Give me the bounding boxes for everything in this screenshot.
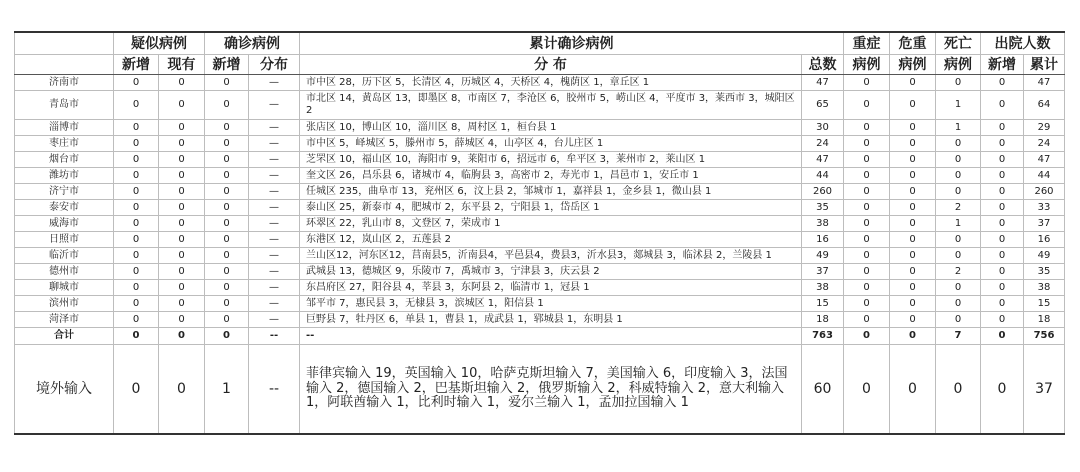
- severe-cell: 0: [844, 232, 890, 248]
- suspected-current-cell: 0: [159, 75, 205, 91]
- table-row: [15, 168, 1065, 184]
- total-cell: 44: [802, 168, 844, 184]
- discharged-cumulative-cell: 24: [1024, 136, 1065, 152]
- suspected-new-cell: 0: [114, 184, 159, 200]
- suspected-new-cell: 0: [114, 136, 159, 152]
- discharged-new-cell: 0: [981, 264, 1024, 280]
- critical-cell: 0: [890, 136, 936, 152]
- discharged-cumulative-cell: 47: [1024, 152, 1065, 168]
- death-cell: 0: [936, 296, 981, 312]
- confirmed-new-cell: 0: [205, 184, 249, 200]
- distribution-cell: --: [300, 328, 802, 345]
- severe-cell: 0: [844, 91, 890, 120]
- city-cell: 枣庄市: [15, 136, 114, 152]
- confirmed-new-cell: 0: [205, 75, 249, 91]
- table-row: [15, 296, 1065, 312]
- table-row: [15, 280, 1065, 296]
- table-row: [15, 152, 1065, 168]
- distribution-cell: 张店区 10，博山区 10，淄川区 8，周村区 1，桓台县 1: [300, 120, 802, 136]
- severe-cell: 0: [844, 136, 890, 152]
- discharged-new-cell: 0: [981, 91, 1024, 120]
- death-cell: 2: [936, 264, 981, 280]
- suspected-current-cell: 0: [159, 312, 205, 328]
- confirmed-new-cell: 0: [205, 136, 249, 152]
- discharged-cumulative-cell: 64: [1024, 91, 1065, 120]
- suspected-new-cell: 0: [114, 296, 159, 312]
- confirmed-distribution-cell: —: [249, 296, 300, 312]
- header-corner: [15, 32, 114, 55]
- critical-cell: 0: [890, 328, 936, 345]
- suspected-new-cell: 0: [114, 152, 159, 168]
- table-row: [15, 136, 1065, 152]
- critical-cell: 0: [890, 345, 936, 435]
- city-cell: 合计: [15, 328, 114, 345]
- header-suspected: 疑似病例: [114, 32, 205, 55]
- discharged-new-cell: 0: [981, 152, 1024, 168]
- confirmed-new-cell: 0: [205, 232, 249, 248]
- city-cell: 临沂市: [15, 248, 114, 264]
- total-cell: 47: [802, 152, 844, 168]
- distribution-cell: 芝罘区 10，福山区 10，海阳市 9，莱阳市 6，招远市 6，牟平区 3，莱州市 2，莱山区 1: [300, 152, 802, 168]
- header-confirmed: 确诊病例: [205, 32, 300, 55]
- city-cell: 潍坊市: [15, 168, 114, 184]
- header-severe-sub: 病例: [844, 55, 890, 75]
- critical-cell: 0: [890, 184, 936, 200]
- city-cell: 济南市: [15, 75, 114, 91]
- header-critical-sub: 病例: [890, 55, 936, 75]
- suspected-new-cell: 0: [114, 312, 159, 328]
- confirmed-distribution-cell: —: [249, 152, 300, 168]
- header-cumulative: 累计确诊病例: [300, 32, 844, 55]
- header-death-sub: 病例: [936, 55, 981, 75]
- confirmed-distribution-cell: —: [249, 168, 300, 184]
- death-cell: 0: [936, 312, 981, 328]
- discharged-cumulative-cell: 44: [1024, 168, 1065, 184]
- critical-cell: 0: [890, 168, 936, 184]
- suspected-new-cell: 0: [114, 232, 159, 248]
- header-suspected-current: 现有: [159, 55, 205, 75]
- suspected-current-cell: 0: [159, 168, 205, 184]
- total-cell: 260: [802, 184, 844, 200]
- severe-cell: 0: [844, 200, 890, 216]
- header-confirmed-distribution: 分布: [249, 55, 300, 75]
- total-cell: 763: [802, 328, 844, 345]
- discharged-cumulative-cell: 38: [1024, 280, 1065, 296]
- severe-cell: 0: [844, 296, 890, 312]
- discharged-cumulative-cell: 33: [1024, 200, 1065, 216]
- severe-cell: 0: [844, 264, 890, 280]
- suspected-current-cell: 0: [159, 232, 205, 248]
- critical-cell: 0: [890, 91, 936, 120]
- discharged-cumulative-cell: 756: [1024, 328, 1065, 345]
- total-cell: 38: [802, 280, 844, 296]
- total-cell: 30: [802, 120, 844, 136]
- distribution-cell: 市中区 28，历下区 5，长清区 4，历城区 4，天桥区 4，槐荫区 1，章丘区 1: [300, 75, 802, 91]
- discharged-new-cell: 0: [981, 280, 1024, 296]
- city-cell: 青岛市: [15, 91, 114, 120]
- header-critical: 危重: [890, 32, 936, 55]
- confirmed-new-cell: 0: [205, 328, 249, 345]
- header-confirmed-new: 新增: [205, 55, 249, 75]
- discharged-new-cell: 0: [981, 120, 1024, 136]
- total-cell: 37: [802, 264, 844, 280]
- city-cell: 济宁市: [15, 184, 114, 200]
- death-cell: 0: [936, 232, 981, 248]
- suspected-new-cell: 0: [114, 216, 159, 232]
- header-discharged-cumulative: 累计: [1024, 55, 1065, 75]
- table-row: [15, 120, 1065, 136]
- severe-cell: 0: [844, 280, 890, 296]
- table-row: [15, 216, 1065, 232]
- suspected-current-cell: 0: [159, 200, 205, 216]
- confirmed-new-cell: 0: [205, 200, 249, 216]
- discharged-cumulative-cell: 49: [1024, 248, 1065, 264]
- confirmed-distribution-cell: —: [249, 264, 300, 280]
- suspected-current-cell: 0: [159, 184, 205, 200]
- header-suspected-new: 新增: [114, 55, 159, 75]
- total-cell: 24: [802, 136, 844, 152]
- death-cell: 0: [936, 152, 981, 168]
- confirmed-new-cell: 0: [205, 168, 249, 184]
- total-cell: 18: [802, 312, 844, 328]
- suspected-current-cell: 0: [159, 264, 205, 280]
- total-cell: 16: [802, 232, 844, 248]
- discharged-cumulative-cell: 260: [1024, 184, 1065, 200]
- discharged-new-cell: 0: [981, 200, 1024, 216]
- distribution-cell: 兰山区12，河东区12，莒南县5，沂南县4，平邑县4，费县3，沂水县3，郯城县 3，临沭县 2，兰陵县 1: [300, 248, 802, 264]
- death-cell: 1: [936, 91, 981, 120]
- critical-cell: 0: [890, 280, 936, 296]
- suspected-new-cell: 0: [114, 168, 159, 184]
- critical-cell: 0: [890, 312, 936, 328]
- death-cell: 1: [936, 120, 981, 136]
- table-row: [15, 91, 1065, 120]
- confirmed-distribution-cell: —: [249, 248, 300, 264]
- table-header: [15, 32, 1065, 75]
- suspected-current-cell: 0: [159, 280, 205, 296]
- death-cell: 2: [936, 200, 981, 216]
- city-cell: 日照市: [15, 232, 114, 248]
- total-cell: 47: [802, 75, 844, 91]
- table-row: [15, 248, 1065, 264]
- discharged-new-cell: 0: [981, 232, 1024, 248]
- death-cell: 7: [936, 328, 981, 345]
- suspected-new-cell: 0: [114, 328, 159, 345]
- distribution-cell: 泰山区 25，新泰市 4，肥城市 2，东平县 2，宁阳县 1，岱岳区 1: [300, 200, 802, 216]
- suspected-current-cell: 0: [159, 328, 205, 345]
- table-row: [15, 312, 1065, 328]
- death-cell: 0: [936, 248, 981, 264]
- confirmed-new-cell: 0: [205, 296, 249, 312]
- critical-cell: 0: [890, 216, 936, 232]
- imported-row: [15, 345, 1065, 435]
- distribution-cell: 菲律宾输入 19，英国输入 10，哈萨克斯坦输入 7，美国输入 6，印度输入 3，法国输入 2，德国输入 2，巴基斯坦输入 2，俄罗斯输入 2，科威特输入 2，意大利输入 1，阿联酋输入 1，比利时输入 1，爱尔兰输入 1，孟加拉国输入 1: [300, 345, 802, 435]
- city-cell: 威海市: [15, 216, 114, 232]
- suspected-current-cell: 0: [159, 248, 205, 264]
- confirmed-distribution-cell: --: [249, 345, 300, 435]
- discharged-new-cell: 0: [981, 296, 1024, 312]
- suspected-new-cell: 0: [114, 120, 159, 136]
- city-cell: 滨州市: [15, 296, 114, 312]
- confirmed-new-cell: 0: [205, 216, 249, 232]
- confirmed-new-cell: 0: [205, 248, 249, 264]
- severe-cell: 0: [844, 184, 890, 200]
- suspected-new-cell: 0: [114, 200, 159, 216]
- critical-cell: 0: [890, 152, 936, 168]
- table-row: [15, 75, 1065, 91]
- critical-cell: 0: [890, 248, 936, 264]
- severe-cell: 0: [844, 345, 890, 435]
- critical-cell: 0: [890, 120, 936, 136]
- confirmed-distribution-cell: —: [249, 75, 300, 91]
- confirmed-distribution-cell: —: [249, 120, 300, 136]
- discharged-cumulative-cell: 18: [1024, 312, 1065, 328]
- city-cell: 聊城市: [15, 280, 114, 296]
- confirmed-distribution-cell: —: [249, 136, 300, 152]
- suspected-new-cell: 0: [114, 264, 159, 280]
- city-cell: 烟台市: [15, 152, 114, 168]
- severe-cell: 0: [844, 312, 890, 328]
- suspected-new-cell: 0: [114, 280, 159, 296]
- critical-cell: 0: [890, 232, 936, 248]
- header-discharged: 出院人数: [981, 32, 1065, 55]
- header-cumulative-distribution: 分 布: [300, 55, 802, 75]
- header-severe: 重症: [844, 32, 890, 55]
- discharged-cumulative-cell: 16: [1024, 232, 1065, 248]
- total-cell: 15: [802, 296, 844, 312]
- total-cell: 49: [802, 248, 844, 264]
- total-cell: 65: [802, 91, 844, 120]
- suspected-current-cell: 0: [159, 152, 205, 168]
- distribution-cell: 东港区 12，岚山区 2，五莲县 2: [300, 232, 802, 248]
- distribution-cell: 东昌府区 27，阳谷县 4，莘县 3，东阿县 2，临清市 1，冠县 1: [300, 280, 802, 296]
- confirmed-distribution-cell: —: [249, 91, 300, 120]
- suspected-current-cell: 0: [159, 136, 205, 152]
- confirmed-new-cell: 0: [205, 312, 249, 328]
- discharged-new-cell: 0: [981, 136, 1024, 152]
- distribution-cell: 奎文区 26，昌乐县 6，诸城市 4，临朐县 3，高密市 2，寿光市 1，昌邑市 1，安丘市 1: [300, 168, 802, 184]
- stats-table-container: [14, 31, 1064, 435]
- city-cell: 菏泽市: [15, 312, 114, 328]
- discharged-new-cell: 0: [981, 328, 1024, 345]
- confirmed-distribution-cell: —: [249, 184, 300, 200]
- death-cell: 1: [936, 216, 981, 232]
- header-corner-2: [15, 55, 114, 75]
- death-cell: 0: [936, 184, 981, 200]
- discharged-new-cell: 0: [981, 168, 1024, 184]
- distribution-cell: 巨野县 7，牡丹区 6，单县 1，曹县 1，成武县 1，郓城县 1，东明县 1: [300, 312, 802, 328]
- suspected-new-cell: 0: [114, 91, 159, 120]
- suspected-current-cell: 0: [159, 345, 205, 435]
- confirmed-new-cell: 0: [205, 120, 249, 136]
- suspected-current-cell: 0: [159, 91, 205, 120]
- table-row: [15, 264, 1065, 280]
- suspected-current-cell: 0: [159, 120, 205, 136]
- city-cell: 淄博市: [15, 120, 114, 136]
- confirmed-distribution-cell: —: [249, 216, 300, 232]
- header-cumulative-total: 总数: [802, 55, 844, 75]
- critical-cell: 0: [890, 264, 936, 280]
- severe-cell: 0: [844, 168, 890, 184]
- discharged-new-cell: 0: [981, 248, 1024, 264]
- death-cell: 0: [936, 136, 981, 152]
- distribution-cell: 市北区 14，黄岛区 13，即墨区 8，市南区 7，李沧区 6，胶州市 5，崂山区 4，平度市 3，莱西市 3，城阳区 2: [300, 91, 802, 120]
- suspected-current-cell: 0: [159, 296, 205, 312]
- confirmed-new-cell: 1: [205, 345, 249, 435]
- header-discharged-new: 新增: [981, 55, 1024, 75]
- death-cell: 0: [936, 75, 981, 91]
- table-row: [15, 200, 1065, 216]
- city-cell: 境外输入: [15, 345, 114, 435]
- confirmed-distribution-cell: —: [249, 200, 300, 216]
- confirmed-distribution-cell: —: [249, 280, 300, 296]
- discharged-cumulative-cell: 35: [1024, 264, 1065, 280]
- discharged-new-cell: 0: [981, 216, 1024, 232]
- confirmed-new-cell: 0: [205, 152, 249, 168]
- severe-cell: 0: [844, 216, 890, 232]
- death-cell: 0: [936, 280, 981, 296]
- critical-cell: 0: [890, 200, 936, 216]
- severe-cell: 0: [844, 248, 890, 264]
- discharged-new-cell: 0: [981, 184, 1024, 200]
- total-cell: 35: [802, 200, 844, 216]
- distribution-cell: 环翠区 22，乳山市 8，文登区 7，荣成市 1: [300, 216, 802, 232]
- confirmed-new-cell: 0: [205, 91, 249, 120]
- confirmed-new-cell: 0: [205, 264, 249, 280]
- discharged-cumulative-cell: 37: [1024, 216, 1065, 232]
- table-body: [15, 75, 1065, 435]
- table-row: [15, 184, 1065, 200]
- confirmed-distribution-cell: —: [249, 232, 300, 248]
- distribution-cell: 武城县 13，德城区 9，乐陵市 7，禹城市 3，宁津县 3，庆云县 2: [300, 264, 802, 280]
- severe-cell: 0: [844, 75, 890, 91]
- confirmed-new-cell: 0: [205, 280, 249, 296]
- discharged-cumulative-cell: 47: [1024, 75, 1065, 91]
- death-cell: 0: [936, 345, 981, 435]
- critical-cell: 0: [890, 75, 936, 91]
- discharged-cumulative-cell: 29: [1024, 120, 1065, 136]
- confirmed-distribution-cell: --: [249, 328, 300, 345]
- total-cell: 38: [802, 216, 844, 232]
- discharged-cumulative-cell: 15: [1024, 296, 1065, 312]
- table-row: [15, 232, 1065, 248]
- suspected-new-cell: 0: [114, 345, 159, 435]
- total-row: [15, 328, 1065, 345]
- discharged-new-cell: 0: [981, 312, 1024, 328]
- severe-cell: 0: [844, 152, 890, 168]
- discharged-new-cell: 0: [981, 75, 1024, 91]
- distribution-cell: 市中区 5，峄城区 5，滕州市 5，薛城区 4，山亭区 4，台儿庄区 1: [300, 136, 802, 152]
- distribution-cell: 任城区 235，曲阜市 13，兖州区 6，汶上县 2，邹城市 1，嘉祥县 1，金乡县 1，微山县 1: [300, 184, 802, 200]
- distribution-cell: 邹平市 7，惠民县 3，无棣县 3，滨城区 1，阳信县 1: [300, 296, 802, 312]
- death-cell: 0: [936, 168, 981, 184]
- covid-stats-table: [14, 31, 1065, 435]
- severe-cell: 0: [844, 120, 890, 136]
- discharged-new-cell: 0: [981, 345, 1024, 435]
- suspected-new-cell: 0: [114, 248, 159, 264]
- city-cell: 德州市: [15, 264, 114, 280]
- total-cell: 60: [802, 345, 844, 435]
- confirmed-distribution-cell: —: [249, 312, 300, 328]
- suspected-current-cell: 0: [159, 216, 205, 232]
- city-cell: 泰安市: [15, 200, 114, 216]
- discharged-cumulative-cell: 37: [1024, 345, 1065, 435]
- suspected-new-cell: 0: [114, 75, 159, 91]
- critical-cell: 0: [890, 296, 936, 312]
- header-death: 死亡: [936, 32, 981, 55]
- severe-cell: 0: [844, 328, 890, 345]
